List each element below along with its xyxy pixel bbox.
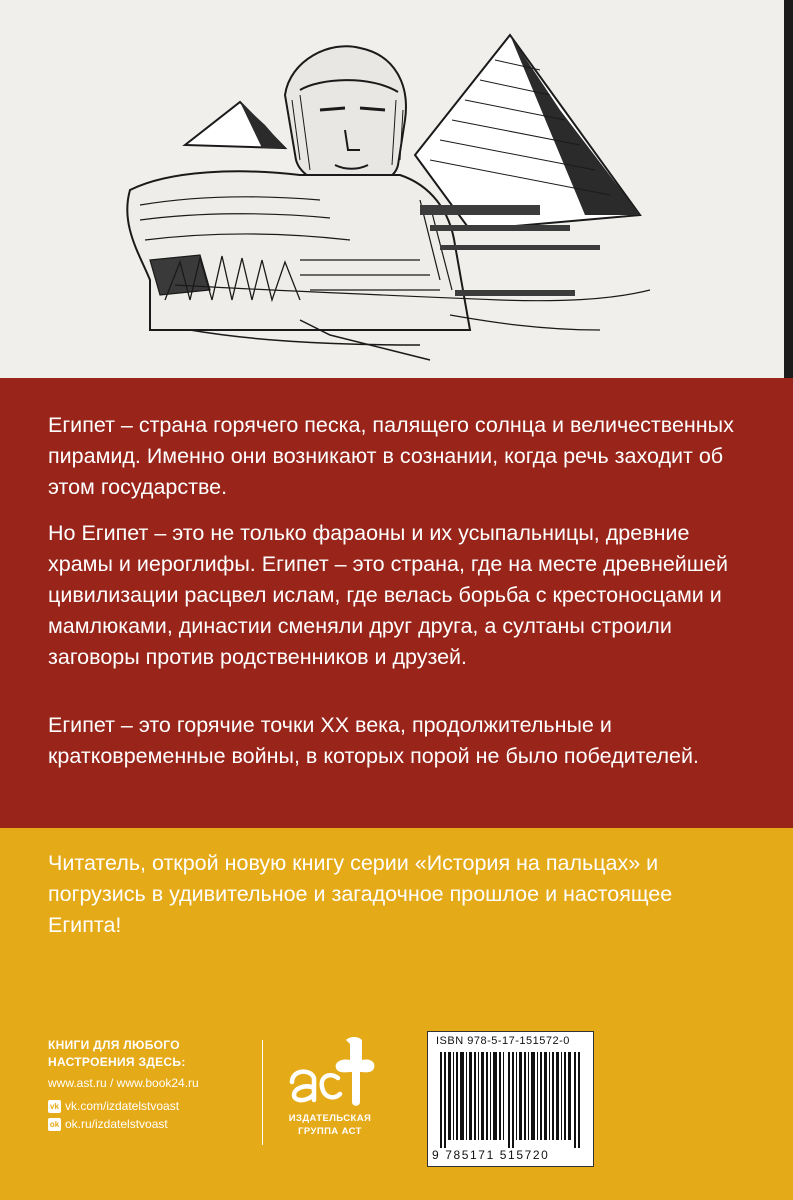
reader-invitation: Читатель, открой новую книгу серии «История на пальцах» и погрузись в удивительное и загадочное прошлое и настоящее Египта! [48,851,673,937]
publisher-divider [262,1040,263,1145]
publisher-tagline: КНИГИ ДЛЯ ЛЮБОГО НАСТРОЕНИЯ ЗДЕСЬ: [48,1038,186,1069]
ast-logo-icon [280,1032,380,1112]
description-paragraph-2: Но Египет – это не только фараоны и их усыпальницы, древние храмы и иероглифы. Египет – это страна, где на месте древнейшей цивилизации расцвел ислам, где велась борьба с крестоносцами и мамлюками, династии сменяли друг друга, а султаны строили заговоры против родственников и друзей. [48,521,729,669]
vk-link[interactable] [48,1097,253,1115]
ok-link[interactable] [48,1115,253,1133]
sphinx-pyramids-illustration [0,0,784,378]
barcode-icon [436,1052,586,1152]
publisher-contacts [48,1037,253,1133]
isbn-block [427,1031,594,1167]
publisher-logo-caption: ИЗДАТЕЛЬСКАЯ ГРУППА АСТ [288,1113,372,1137]
barcode-digits: 9 785171 515720 [432,1148,550,1162]
description-paragraph-1: Египет – страна горячего песка, палящего солнца и величественных пирамид. Именно они возникают в сознании, когда речь заходит об этом государстве. [48,413,734,499]
publisher-websites[interactable]: www.ast.ru / www.book24.ru [48,1076,199,1090]
isbn-number: ISBN 978-5-17-151572-0 [436,1035,570,1047]
ok-link-text: ok.ru/izdatelstvoast [65,1117,168,1131]
description-paragraph-3: Египет – это горячие точки XX века, продолжительные и кратковременные войны, в которых порой не было победителей. [48,713,699,768]
vk-link-text: vk.com/izdatelstvoast [65,1099,180,1113]
ok-icon: ok [49,1119,60,1129]
vk-icon: vk [48,1100,61,1113]
book-spine-edge [784,0,793,378]
